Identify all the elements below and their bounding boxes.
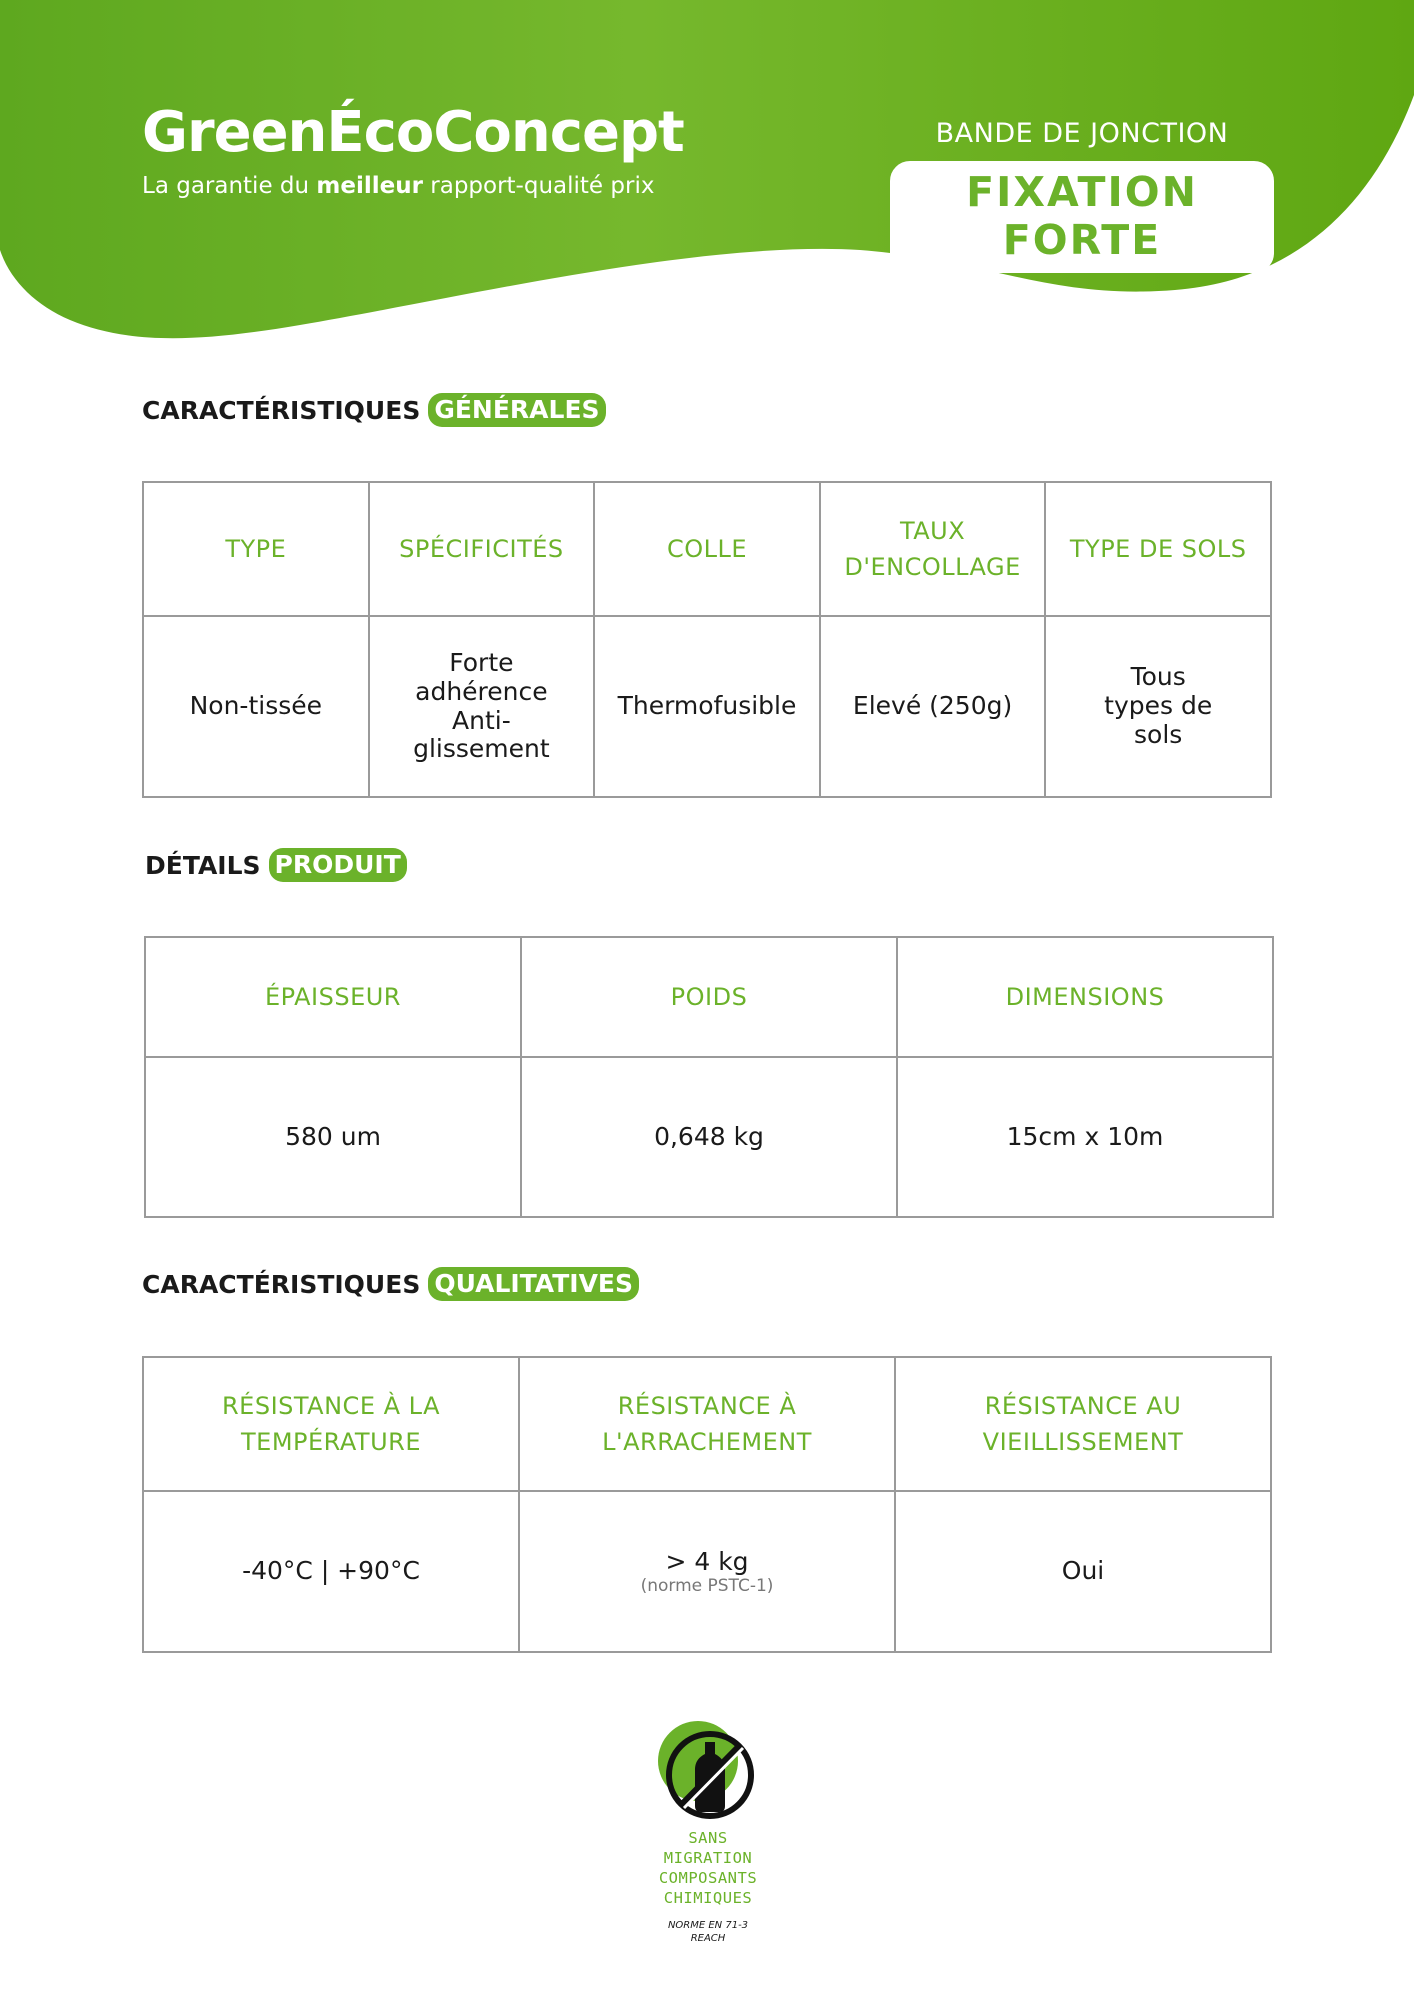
table-header-row [143,1357,1271,1491]
value-text: > 4 kg [665,1546,749,1576]
value-cell: Elevé (250g) [820,616,1046,797]
value-cell: -40°C | +90°C [143,1491,519,1652]
header-cell: ÉPAISSEUR [145,937,521,1057]
section-title-quality [142,1267,639,1301]
table-row [145,1057,1273,1217]
product-title: FIXATION FORTE [890,161,1274,273]
header-cell: TYPE DE SOLS [1045,482,1271,616]
product-subtitle: BANDE DE JONCTION [935,118,1229,149]
section-title-details [145,848,407,882]
section-title-text: CARACTÉRISTIQUES [142,395,421,425]
value-cell: Tous types de sols [1045,616,1271,797]
badge-label-line: SANS [688,1829,728,1847]
brand-block [142,100,684,199]
header-cell: RÉSISTANCE À L'ARRACHEMENT [519,1357,895,1491]
header-cell: TYPE [143,482,369,616]
badge-norm-line: REACH [690,1932,726,1944]
details-table [144,936,1274,1218]
value-cell: Oui [895,1491,1271,1652]
table-header-row [145,937,1273,1057]
value-cell: 580 um [145,1057,521,1217]
chemical-free-badge [640,1720,776,1945]
header-cell: RÉSISTANCE À LA TEMPÉRATURE [143,1357,519,1491]
header-cell: DIMENSIONS [897,937,1273,1057]
section-title-pill: GÉNÉRALES [428,393,605,427]
quality-table [142,1356,1272,1653]
table-row [143,616,1271,797]
header-cell: RÉSISTANCE AU VIEILLISSEMENT [895,1357,1271,1491]
header-cell: TAUX D'ENCOLLAGE [820,482,1046,616]
value-note: (norme PSTC-1) [640,1575,774,1596]
brand-tagline: La garantie du meilleur rapport-qualité prix [142,173,655,199]
no-chemical-bottle-icon [653,1720,763,1820]
value-cell: Thermofusible [594,616,820,797]
value-cell: Non-tissée [143,616,369,797]
brand-name: GreenÉcoConcept [142,100,684,165]
badge-label [640,1828,776,1909]
badge-norm [640,1919,776,1945]
section-title-text: CARACTÉRISTIQUES [142,1269,421,1299]
badge-label-line: COMPOSANTS [658,1869,758,1888]
badge-label-line: MIGRATION [663,1849,753,1868]
badge-label-line: CHIMIQUES [663,1889,753,1908]
header-cell: POIDS [521,937,897,1057]
header-cell: SPÉCIFICITÉS [369,482,595,616]
section-title-pill: QUALITATIVES [428,1267,639,1301]
value-cell: Forte adhérence Anti-glissement [369,616,595,797]
product-heading [890,118,1274,273]
general-table [142,481,1272,798]
value-cell: 0,648 kg [521,1057,897,1217]
section-title-general [142,393,606,427]
badge-norm-line: NORME EN 71-3 [667,1919,749,1931]
value-cell: 15cm x 10m [897,1057,1273,1217]
table-header-row [143,482,1271,616]
header-cell: COLLE [594,482,820,616]
table-row [143,1491,1271,1652]
section-title-pill: PRODUIT [269,848,407,882]
section-title-text: DÉTAILS [145,850,261,880]
value-cell [519,1491,895,1652]
